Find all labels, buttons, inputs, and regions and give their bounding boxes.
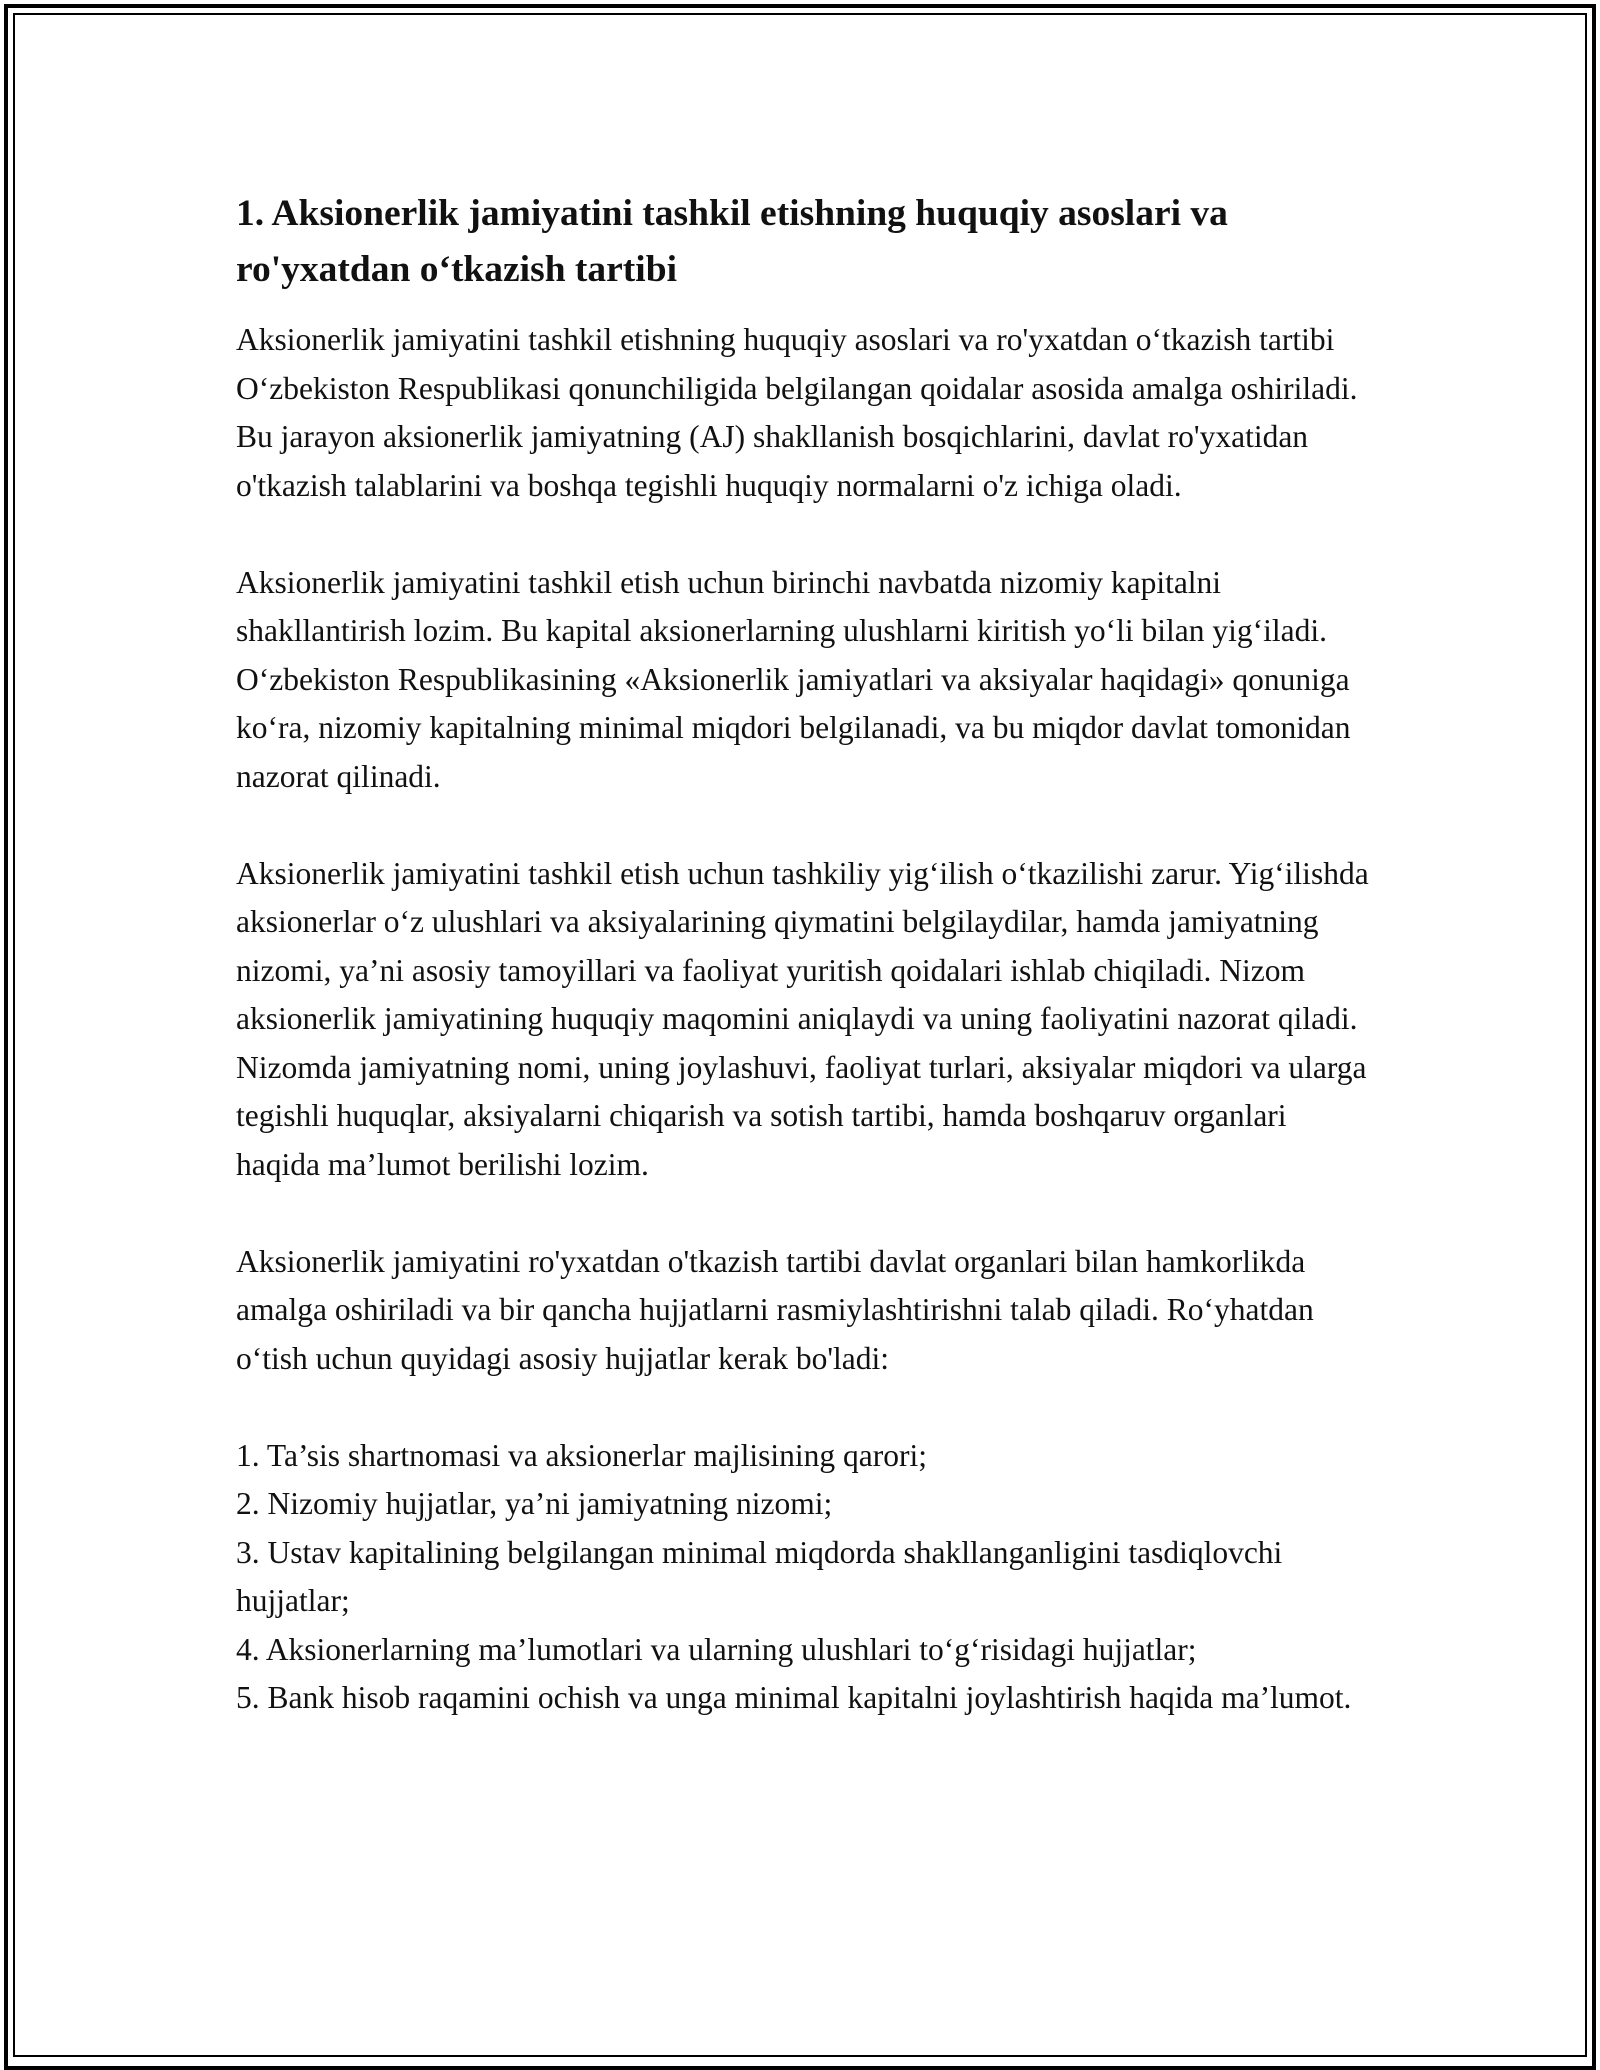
list-item: 5. Bank hisob raqamini ochish va unga minimal kapitalni joylashtirish haqida ma’lumot. (236, 1680, 1352, 1715)
paragraph-founding-meeting: Aksionerlik jamiyatini tashkil etish uchun tashkiliy yig‘ilish o‘tkazilishi zarur. Yig‘ilishda aksionerlar o‘z ulushlari va aksiyalarining qiymatini belgilaydilar, hamda jamiyatning nizomi, ya’ni asosiy tamoyillari va faoliyat yuritish qoidalari ishlab chiqiladi. Nizom aksionerlik jamiyatining huquqiy maqomini aniqlaydi va uning faoliyatini nazorat qiladi. Nizomda jamiyatning nomi, uning joylashuvi, faoliyat turlari, aksiyalar miqdori va ularga tegishli huquqlar, aksiyalarni chiqarish va sotish tartibi, hamda boshqaruv organlari haqida ma’lumot berilishi lozim. (236, 855, 1369, 1182)
paragraph-registration: Aksionerlik jamiyatini ro'yxatdan o'tkazish tartibi davlat organlari bilan hamkorlikda amalga oshiriladi va bir qancha hujjatlarni rasmiylashtirishni talab qiladi. Ro‘yhatdan o‘tish uchun quyidagi asosiy hujjatlar kerak bo'ladi: (236, 1243, 1314, 1376)
list-item: 4. Aksionerlarning ma’lumotlari va ularning ulushlari to‘g‘risidagi hujjatlar; (236, 1631, 1197, 1667)
paragraph-intro: Aksionerlik jamiyatini tashkil etishning huquqiy asoslari va ro'yxatdan o‘tkazish tartibi O‘zbekiston Respublikasi qonunchiligida belgilangan qoidalar asosida amalga oshiriladi. Bu jarayon aksionerlik jamiyatning (AJ) shakllanish bosqichlarini, davlat ro'yxatidan o'tkazish talablarini va boshqa tegishli huquqiy normalarni o'z ichiga oladi. (236, 322, 1358, 503)
list-item: 2. Nizomiy hujjatlar, ya’ni jamiyatning nizomi; (236, 1486, 833, 1521)
document-heading: 1. Aksionerlik jamiyatini tashkil etishning huquqiy asoslari va ro'yxatdan o‘tkazish tartibi (236, 193, 1228, 290)
list-item: 1. Ta’sis shartnomasi va aksionerlar majlisining qarori; (236, 1437, 927, 1473)
list-item: 3. Ustav kapitalining belgilangan minimal miqdorda shakllanganligini tasdiqlovchi hujjatlar; (236, 1534, 1283, 1618)
required-documents-list (236, 1432, 1376, 1723)
document-body (236, 186, 1376, 1723)
paragraph-capital: Aksionerlik jamiyatini tashkil etish uchun birinchi navbatda nizomiy kapitalni shakllantirish lozim. Bu kapital aksionerlarning ulushlarni kiritish yo‘li bilan yig‘iladi. O‘zbekiston Respublikasining «Aksionerlik jamiyatlari va aksiyalar haqidagi» qonuniga ko‘ra, nizomiy kapitalning minimal miqdori belgilanadi, va bu miqdor davlat tomonidan nazorat qilinadi. (236, 564, 1351, 794)
